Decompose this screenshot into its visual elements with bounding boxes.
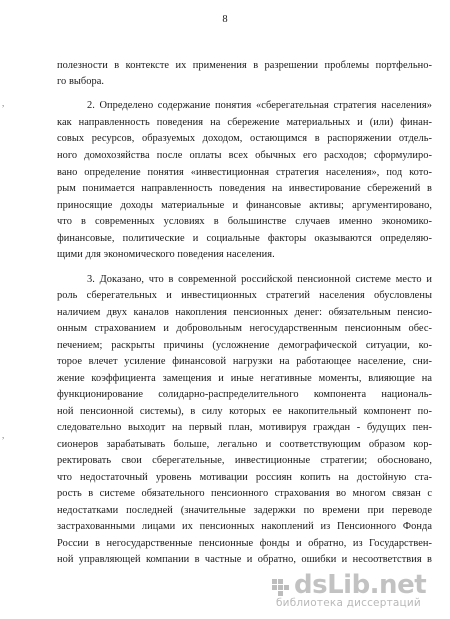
text-line: сионеров зарабатывать больше, легально и соответствующим образом кор- bbox=[57, 439, 432, 450]
text-line: торое влечет усиление финансовой нагрузки на работающее население, сни- bbox=[57, 356, 432, 367]
svg-text:dsLib.net: dsLib.net bbox=[294, 570, 427, 597]
text-line: 3. Доказано, что в современной российской пенсионной системе место и bbox=[87, 274, 432, 285]
margin-mark: , bbox=[2, 430, 5, 440]
text-line: застрахованными лицами их пенсионных накоплений из Пенсионного Фонда bbox=[57, 521, 432, 532]
text-line: щими для экономического поведения населения. bbox=[57, 249, 275, 260]
text-line: полезности в контексте их применения в разрешении проблемы портфельно- bbox=[57, 60, 432, 71]
dslib-watermark bbox=[270, 567, 442, 613]
text-line: го выбора. bbox=[57, 76, 105, 87]
dslib-logo bbox=[270, 567, 442, 597]
text-line: России в негосударственные пенсионные фонды и обратно, из Государствен- bbox=[57, 538, 432, 549]
text-line: наличием двух каналов накопления пенсионных денег: обязательным пенсио- bbox=[57, 307, 432, 318]
text-line: ной пенсионной системы), в силу которых ее накопительный компонент по- bbox=[57, 406, 432, 417]
text-line: недостатками последней (значительные задержки по времени при переводе bbox=[57, 505, 432, 516]
text-line: роль сберегательных и инвестиционных стратегий населения обусловлены bbox=[57, 290, 432, 301]
text-line: жение коэффициента замещения и иные негативные моменты, влияющие на bbox=[57, 373, 432, 384]
text-line: совых ресурсов, образуемых доходом, остающимся в распоряжении отдель- bbox=[57, 133, 432, 144]
text-line: ной управляющей компании в частные и обратно, ошибки и несоответствия в bbox=[57, 554, 432, 565]
text-line: ного домохозяйства после оплаты всех обычных его расходов; сформулиро- bbox=[57, 150, 432, 161]
text-line: печением; раскрыты причины (усложнение демографической ситуации, ко- bbox=[57, 340, 432, 351]
text-line: что недостаточный уровень мотивации россиян копить на достойную ста- bbox=[57, 472, 432, 483]
watermark-subtitle: библиотека диссертаций bbox=[276, 597, 421, 609]
text-line: что в современных условиях в большинстве случаев именно экономико- bbox=[57, 216, 432, 227]
text-line: приносящие доходы материальные и финансовые активы; аргументировано, bbox=[57, 200, 432, 211]
text-line: онным страхованием и добровольным негосударственным пенсионным обес- bbox=[57, 323, 432, 334]
text-line: 2. Определено содержание понятия «сберегательная стратегия населения» bbox=[87, 100, 432, 111]
text-line: ректировать свои сберегательные, инвестиционные стратегии; обосновано, bbox=[57, 455, 432, 466]
page-number: 8 bbox=[222, 14, 228, 25]
margin-mark: , bbox=[2, 98, 5, 108]
text-line: финансовые, политические и социальные факторы оказываются определяю- bbox=[57, 233, 432, 244]
text-line: рым понимается направленность поведения на инвестирование сбережений в bbox=[57, 183, 432, 194]
text-line: рость в системе обязательного пенсионного страхования во многом связан с bbox=[57, 488, 432, 499]
text-line: вано определение понятия «инвестиционная стратегия населения», под кото- bbox=[57, 167, 432, 178]
text-line: функционирование солидарно-распределительного компонента националь- bbox=[57, 389, 432, 400]
text-line: следовательно выходит на первый план, мотивируя граждан - будущих пен- bbox=[57, 422, 432, 433]
text-line: как направленность поведения на сбережение материальных и (или) финан- bbox=[57, 117, 432, 128]
